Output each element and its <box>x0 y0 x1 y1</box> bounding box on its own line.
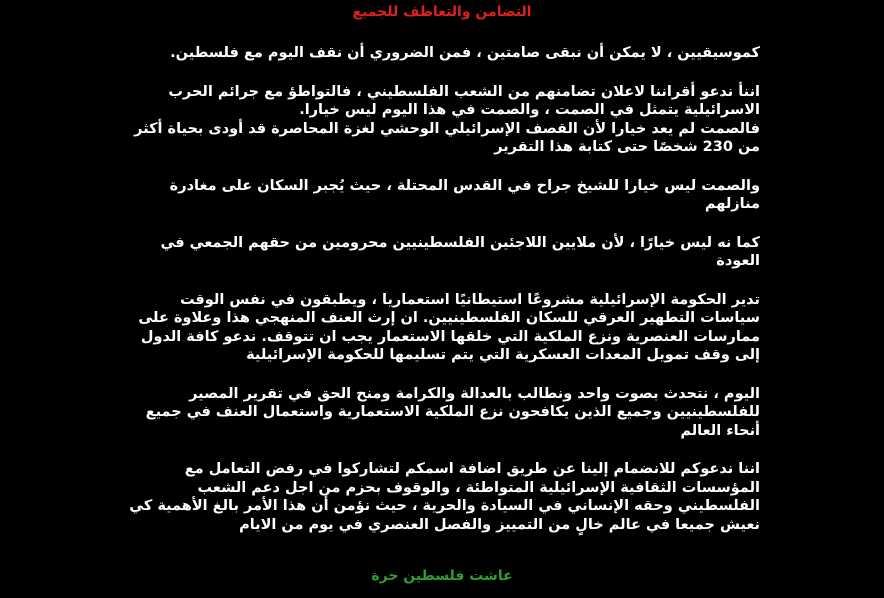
paragraph-call-for-solidarity: اننأ ندعو أقراننا لاعلان تضامنهم من الشعب الفلسطيني ، فالتواطؤ مع جرائم الحرب الاسرائيلية يتمثل في الصمت ، والصمت في هذا اليوم ليس خيارا. فالصمت لم يعد خيارا لأن القصف الإسرائيلي الوحشي لغزة المحاصرة قد أودى بحياة أكثر من 230 شخصًا حتى كتابة هذا التقرير <box>134 83 760 155</box>
page-title: التضامن والتعاطف للجميع <box>352 4 532 20</box>
paragraph-sheikh-jarrah: والصمت ليس خيارا للشيخ جراح في القدس المحتلة ، حيث يُجبر السكان على مغادرة منازلهم <box>169 177 760 212</box>
paragraph-intro: كموسيقيين ، لا يمكن أن نبقى صامتين ، فمن الضروري أن نقف اليوم مع فلسطين. <box>170 45 760 61</box>
closing-slogan: عاشت فلسطين حرة <box>371 568 513 584</box>
paragraph-right-of-return: كما نه ليس خيارًا ، لأن ملايين اللاجئين الفلسطينيين محرومين من حقهم الجمعي في العودة <box>160 234 760 269</box>
paragraph-one-voice: اليوم ، نتحدث بصوت واحد ونطالب بالعدالة والكرامة ومنح الحق في تقرير المصير للفلسطينيين وجميع الذين يكافحون نزع الملكية الاستعمارية واستعمال العنف في جميع أنحاء العالم <box>145 385 760 439</box>
paragraph-invitation: اننا ندعوكم للانضمام إلينا عن طريق اضافة اسمكم لتشاركوا في رفض التعامل مع المؤسسات الثقافية الإسرائيلية المتواطئة ، والوقوف بحزم من اجل دعم الشعب الفلسطيني وحقه الإنساني في السيادة والحرية ، حيث نؤمن أن هذا الأمر بالغ الأهمية كي نعيش جميعا في عالم خالٍ من التمييز والفصل العنصري في يوم من الايام <box>129 461 760 533</box>
statement-body <box>120 44 760 554</box>
paragraph-settler-colonialism: تدير الحكومة الإسرائيلية مشروعًا استيطانيًا استعماريا ، ويطبقون في نفس الوقت سياسات التطهير العرقي للسكان الفلسطينيين. ان إرث العنف المنهجي هذا وعلاوة على ممارسات العنصرية ونزع الملكية التي خلقها الاستعمار يجب ان تتوقف. ندعو كافة الدول إلى وقف تمويل المعدات العسكرية التي يتم تسليمها للحكومة الإسرائيلية <box>138 291 760 363</box>
